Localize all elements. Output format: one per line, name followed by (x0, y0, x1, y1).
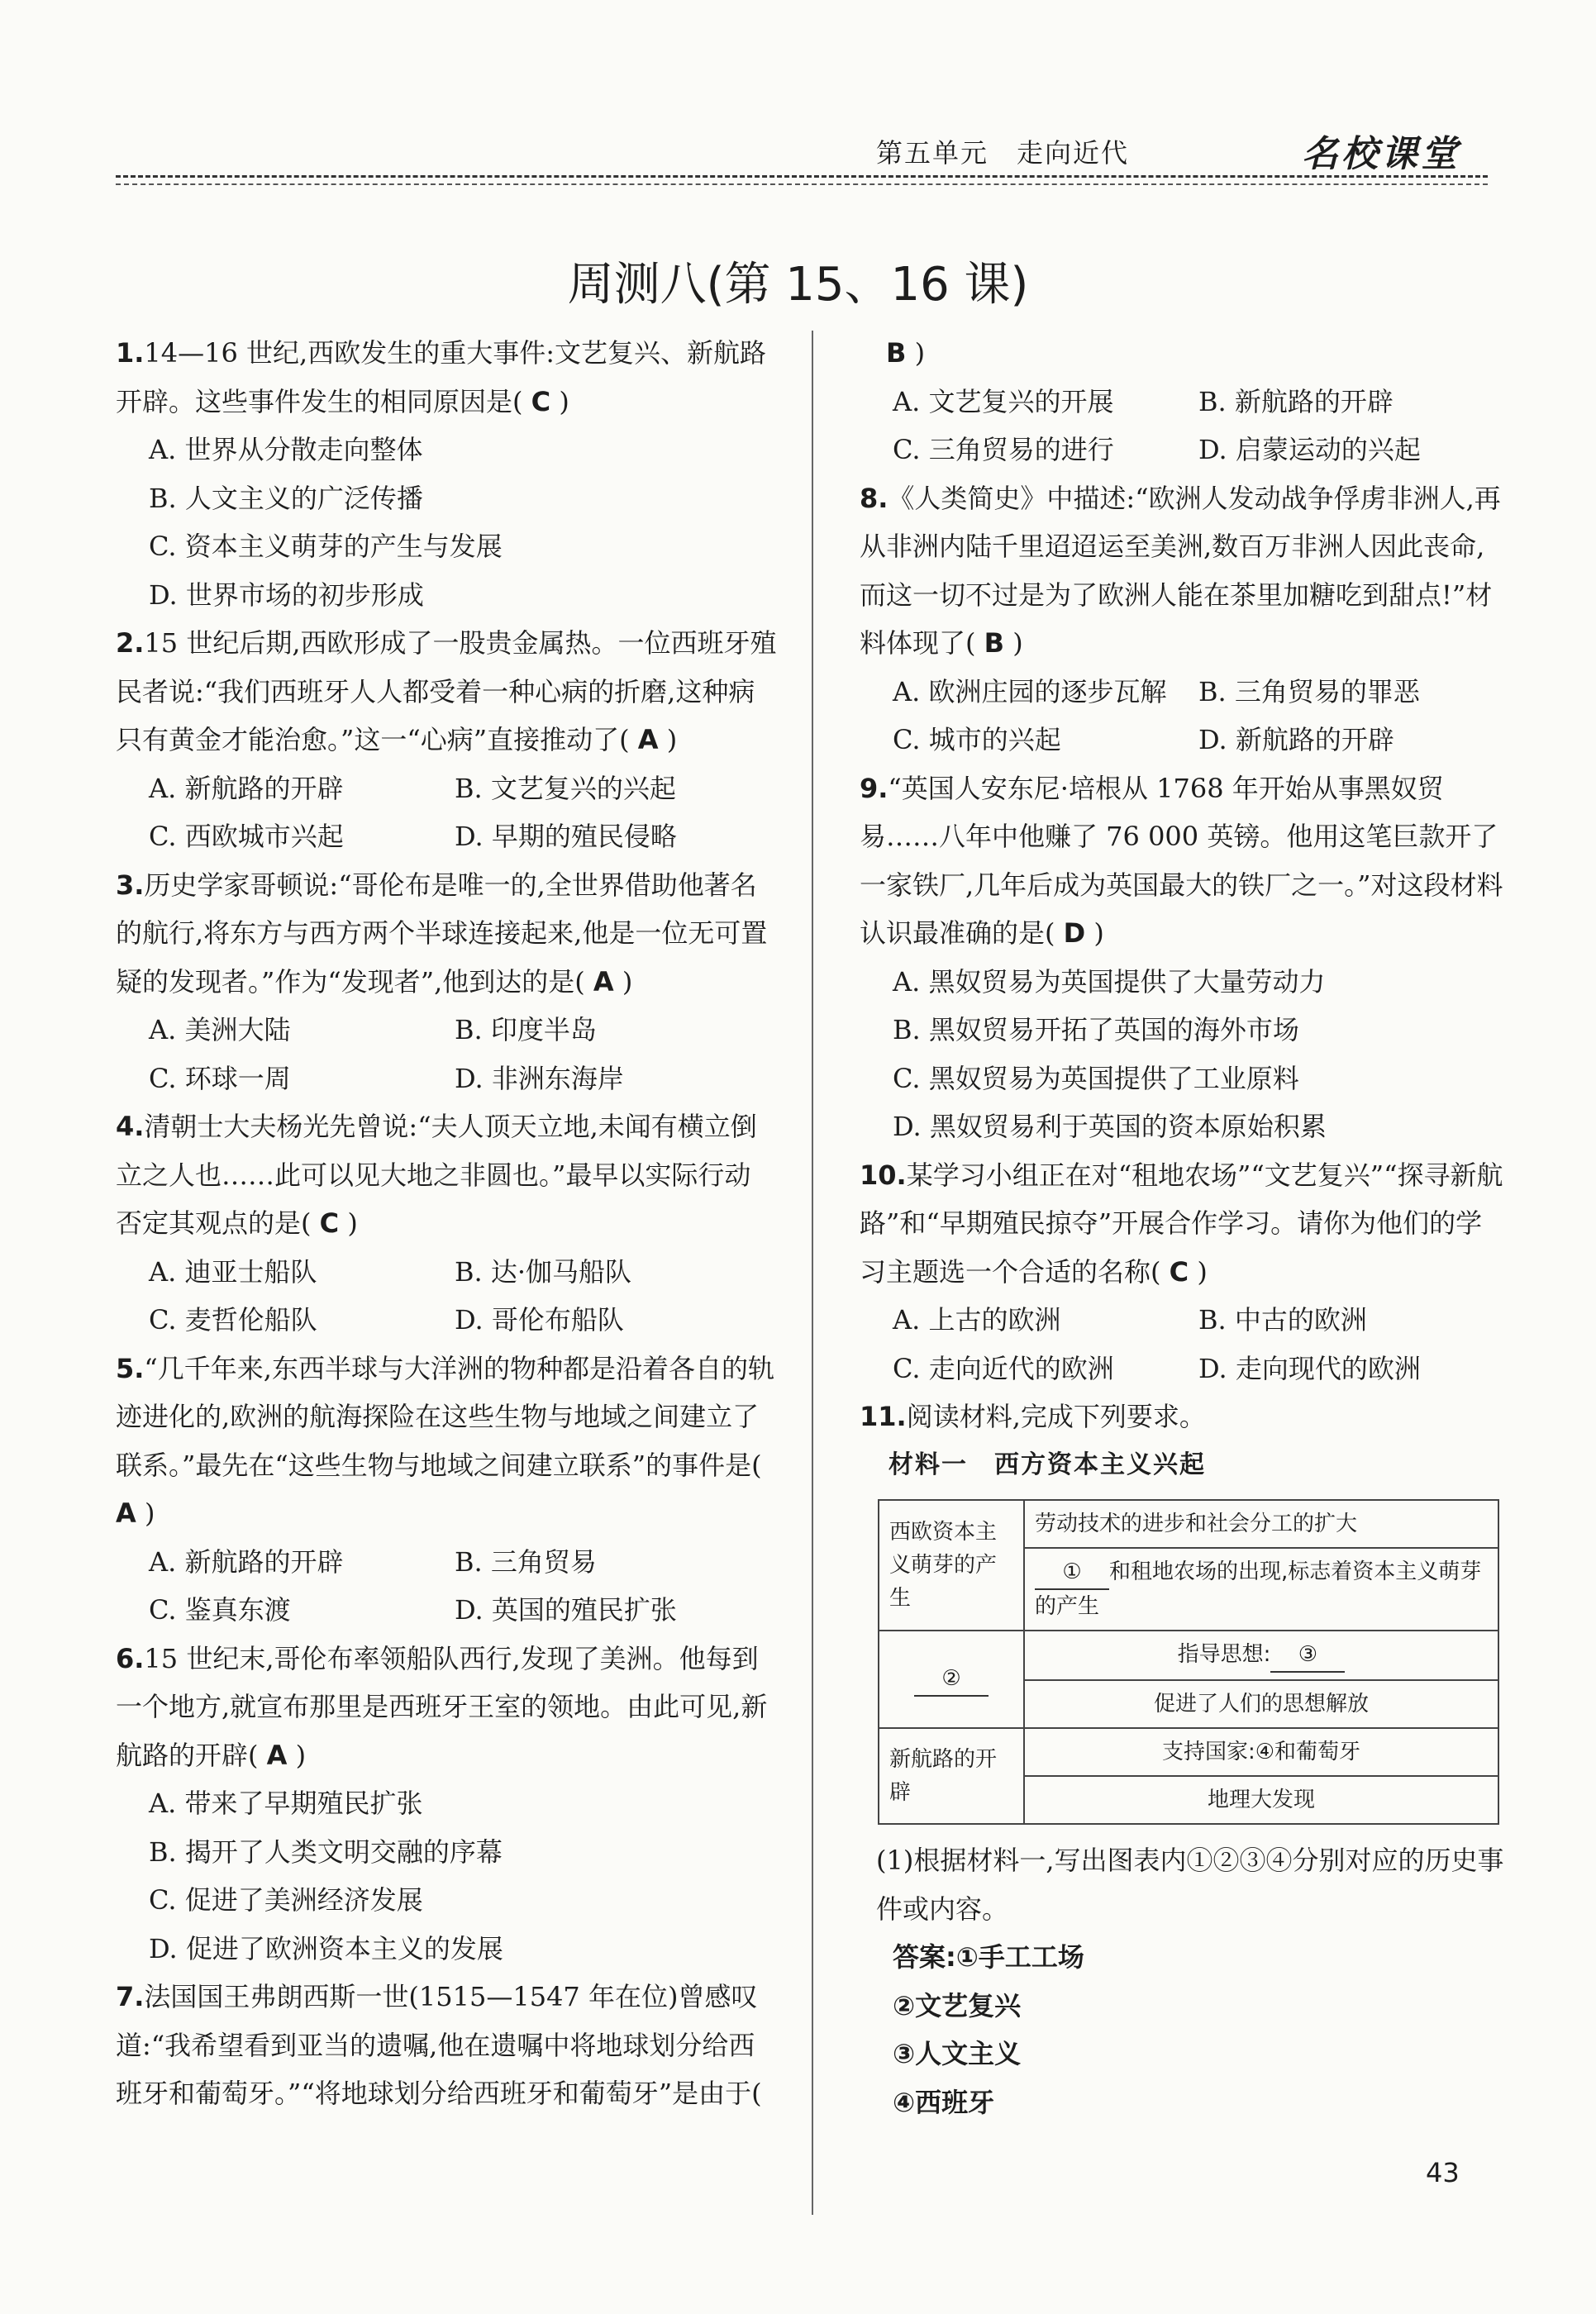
option: D. 非洲东海岸 (455, 1062, 624, 1094)
question-stem: 《人类简史》中描述:“欧洲人发动战争俘虏非洲人,再从非洲内陆千里迢迢运至美洲,数百万非洲人因此丧命,而这一切不过是为了欧洲人能在茶里加糖吃到甜点!”材料体现了( (860, 482, 1501, 659)
left-column (116, 329, 777, 2118)
option: A. 新航路的开辟 (149, 1545, 344, 1578)
option: D. 走向现代的欧洲 (1198, 1352, 1421, 1384)
option: C. 麦哲伦船队 (149, 1304, 317, 1336)
option: D. 英国的殖民扩张 (455, 1594, 677, 1626)
close-paren: ) (295, 1739, 307, 1771)
close-paren: ) (914, 337, 926, 369)
option: A. 欧洲庄园的逐步瓦解 (893, 675, 1167, 707)
option: B. 印度半岛 (455, 1014, 597, 1045)
unit-header: 第五单元 走向近代 (876, 137, 1130, 169)
question-6 (116, 1635, 777, 1974)
option: A. 迪亚士船队 (149, 1255, 317, 1288)
material-table (878, 1499, 1499, 1825)
option: C. 走向近代的欧洲 (893, 1352, 1114, 1384)
question-number: 4. (116, 1111, 145, 1142)
question-5 (116, 1345, 777, 1635)
question-number: 6. (116, 1642, 145, 1674)
sub-question-1: (1)根据材料一,写出图表内①②③④分别对应的历史事件或内容。 (876, 1845, 1504, 1925)
question-7-continued (860, 329, 1504, 474)
answer-choice: B (886, 337, 907, 369)
option-row (116, 1296, 777, 1345)
option: C. 城市的兴起 (893, 724, 1061, 755)
blank-1: ① (1035, 1555, 1109, 1590)
option: C. 黑奴贸易为英国提供了工业原料 (893, 1062, 1299, 1094)
option: B. 三角贸易的罪恶 (1198, 675, 1420, 707)
answer-choice: A (637, 724, 659, 755)
option: C. 鉴真东渡 (149, 1594, 291, 1626)
column-divider (812, 331, 813, 2215)
table-cell (1024, 1548, 1498, 1631)
option: B. 中古的欧洲 (1198, 1304, 1367, 1336)
option: A. 文艺复兴的开展 (893, 385, 1114, 417)
close-paren: ) (1197, 1255, 1208, 1288)
option: C. 资本主义萌芽的产生与发展 (149, 531, 503, 562)
option: B. 黑奴贸易开拓了英国的海外市场 (893, 1014, 1299, 1045)
question-number: 11. (860, 1401, 907, 1432)
question-stem: “英国人安东尼·培根从 1768 年开始从事黑奴贸易……八年中他赚了 76 000 英镑。他用这笔巨款开了一家铁厂,几年后成为英国最大的铁厂之一。”对这段材料认识最准确的是( (860, 772, 1503, 949)
option: D. 早期的殖民侵略 (455, 821, 677, 852)
table-cell-label: 指导思想: (1177, 1642, 1271, 1667)
option: A. 上古的欧洲 (893, 1304, 1061, 1336)
question-number: 7. (116, 1981, 145, 2012)
option: B. 达·伽马船队 (455, 1255, 632, 1288)
option: A. 美洲大陆 (149, 1014, 291, 1045)
option-row (860, 378, 1504, 426)
answer-line: ②文艺复兴 (893, 1989, 1022, 2021)
question-number: 3. (116, 869, 145, 901)
question-2 (116, 619, 777, 861)
option: D. 新航路的开辟 (1198, 724, 1394, 755)
answer-choice: C (531, 385, 551, 417)
question-10 (860, 1151, 1504, 1393)
answer-choice: B (984, 627, 1005, 659)
close-paren: ) (1093, 917, 1104, 949)
option-row (860, 1296, 1504, 1345)
option-row (860, 668, 1504, 717)
option: D. 哥伦布船队 (455, 1304, 624, 1336)
question-number: 5. (116, 1352, 145, 1384)
table-row-head (879, 1631, 1024, 1728)
continued-marker (860, 337, 886, 369)
question-1 (116, 329, 777, 619)
header-divider (116, 175, 1488, 178)
blank-3: ③ (1270, 1638, 1345, 1673)
option-row (860, 716, 1504, 764)
option-row (116, 1006, 777, 1055)
question-8 (860, 474, 1504, 764)
question-3 (116, 861, 777, 1103)
close-paren: ) (666, 724, 678, 755)
table-cell: 劳动技术的进步和社会分工的扩大 (1024, 1500, 1498, 1548)
option: B. 新航路的开辟 (1198, 385, 1394, 417)
option-row (116, 1248, 777, 1297)
question-stem: 清朝士大夫杨光先曾说:“夫人顶天立地,未闻有横立倒立之人也……此可以见大地之非圆也。”最早以实际行动否定其观点的是( (116, 1111, 757, 1239)
table-row-head: 西欧资本主义萌芽的产生 (879, 1500, 1024, 1631)
option: A. 带来了早期殖民扩张 (149, 1788, 423, 1819)
option-row (860, 1345, 1504, 1393)
option: B. 人文主义的广泛传播 (149, 482, 423, 514)
answer-choice: A (266, 1739, 288, 1771)
question-number: 2. (116, 627, 145, 659)
answer-choice: C (1169, 1255, 1189, 1288)
option-row (860, 426, 1504, 474)
table-cell (1024, 1631, 1498, 1680)
option: D. 世界市场的初步形成 (149, 578, 424, 611)
question-stem: 14—16 世纪,西欧发生的重大事件:文艺复兴、新航路开辟。这些事件发生的相同原因是( (116, 337, 766, 417)
option: C. 促进了美洲经济发展 (149, 1884, 423, 1916)
option: B. 三角贸易 (455, 1545, 597, 1578)
question-number: 8. (860, 482, 889, 514)
option: D. 黑奴贸易利于英国的资本原始积累 (893, 1111, 1327, 1142)
close-paren: ) (144, 1497, 155, 1529)
question-number: 9. (860, 772, 889, 804)
page-number: 43 (1426, 2157, 1460, 2188)
question-11 (860, 1393, 1504, 2126)
header-divider-2 (116, 183, 1488, 185)
option: B. 文艺复兴的兴起 (455, 772, 676, 804)
blank-2: ② (914, 1662, 989, 1697)
answer-line: 答案:①手工工场 (893, 1941, 1084, 1973)
close-paren: ) (559, 385, 569, 417)
answer-choice: D (1063, 917, 1086, 949)
option-row (116, 764, 777, 813)
question-7 (116, 1973, 777, 2118)
answer-choice: A (116, 1497, 136, 1529)
page-title: 周测八(第 15、16 课) (567, 258, 1029, 312)
option: C. 三角贸易的进行 (893, 434, 1114, 465)
question-number: 1. (116, 337, 145, 369)
option-row (116, 1586, 777, 1635)
right-column (860, 329, 1504, 2126)
question-stem: 历史学家哥顿说:“哥伦布是唯一的,全世界借助他著名的航行,将东方与西方两个半球连接起来,他是一位无可置疑的发现者。”作为“发现者”,他到达的是( (116, 869, 768, 997)
close-paren: ) (1012, 627, 1023, 659)
question-stem: 阅读材料,完成下列要求。 (906, 1401, 1206, 1432)
option: A. 世界从分散走向整体 (149, 434, 423, 465)
table-cell: 地理大发现 (1024, 1776, 1498, 1824)
option: C. 西欧城市兴起 (149, 821, 344, 852)
table-row-head: 新航路的开辟 (879, 1728, 1024, 1824)
material-title: 材料一 西方资本主义兴起 (889, 1450, 1206, 1479)
table-cell: 支持国家:④和葡萄牙 (1024, 1728, 1498, 1776)
question-stem: 15 世纪末,哥伦布率领船队西行,发现了美洲。他每到一个地方,就宣布那里是西班牙王室的领地。由此可见,新航路的开辟( (116, 1642, 768, 1771)
question-number: 10. (860, 1159, 907, 1191)
question-stem: 某学习小组正在对“租地农场”“文艺复兴”“探寻新航路”和“早期殖民掠夺”开展合作学习。请你为他们的学习主题选一个合适的名称( (860, 1159, 1503, 1288)
table-cell-text: 和租地农场的出现,标志着资本主义萌芽的产生 (1035, 1559, 1482, 1619)
question-4 (116, 1102, 777, 1345)
answer-choice: A (593, 965, 614, 997)
answer-line: ③人文主义 (893, 2038, 1022, 2069)
option: A. 黑奴贸易为英国提供了大量劳动力 (893, 965, 1326, 997)
option-row (116, 1055, 777, 1103)
table-cell: 促进了人们的思想解放 (1024, 1680, 1498, 1728)
option: A. 新航路的开辟 (149, 772, 344, 804)
question-stem: 法国国王弗朗西斯一世(1515—1547 年在位)曾感叹道:“我希望看到亚当的遗嘱,他在遗嘱中将地球划分给西班牙和葡萄牙。”“将地球划分给西班牙和葡萄牙”是由于( (116, 1981, 762, 2109)
close-paren: ) (622, 965, 633, 997)
option-row (116, 812, 777, 861)
close-paren: ) (347, 1207, 358, 1239)
question-9 (860, 764, 1504, 1151)
option: C. 环球一周 (149, 1062, 291, 1094)
question-stem: “几千年来,东西半球与大洋洲的物种都是沿着各自的轨迹进化的,欧洲的航海探险在这些生物与地域之间建立了联系。”最先在“这些生物与地域之间建立联系”的事件是( (116, 1352, 774, 1481)
option: B. 揭开了人类文明交融的序幕 (149, 1835, 503, 1868)
answer-choice: C (319, 1207, 340, 1239)
option: D. 促进了欧洲资本主义的发展 (149, 1932, 503, 1964)
option-row (116, 1538, 777, 1587)
brand-logo: 名校课堂 (1302, 133, 1460, 175)
question-stem: 15 世纪后期,西欧形成了一股贵金属热。一位西班牙殖民者说:“我们西班牙人人都受着一种心病的折磨,这种病只有黄金才能治愈。”这一“心病”直接推动了( (116, 627, 777, 755)
answer-line: ④西班牙 (893, 2086, 995, 2118)
option: D. 启蒙运动的兴起 (1198, 434, 1421, 465)
